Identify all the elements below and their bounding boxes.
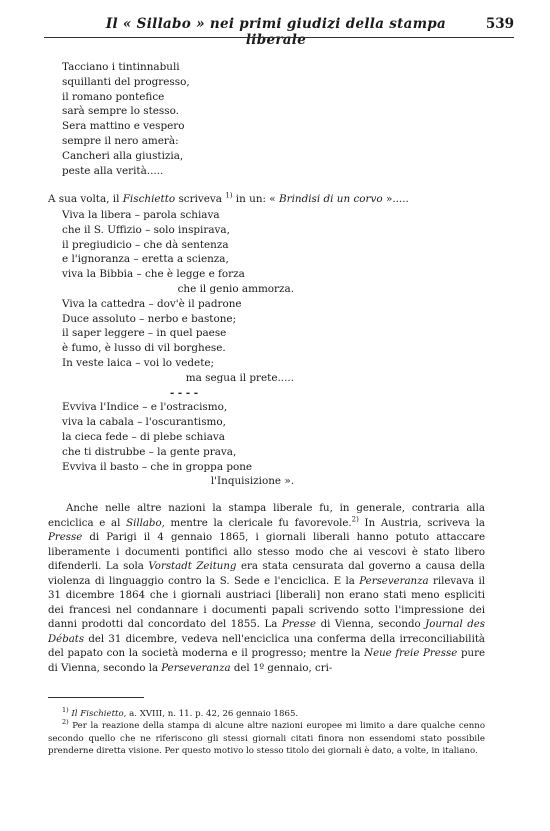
verse-line: peste alla verità..... (62, 164, 164, 177)
poem-introduction (48, 192, 498, 207)
footnote-text: , a. XVIII, n. 11. p. 42, 26 gennaio 1865. (123, 709, 299, 719)
page-header (44, 16, 514, 48)
poem-title: Brindisi di un corvo (278, 193, 383, 205)
journal-name: Journal des Débats (48, 619, 485, 645)
text-run: di Vienna, secondo (316, 619, 426, 631)
verse-line: sempre il nero amerà: (62, 134, 179, 147)
verse-ellipsis: - - - - (170, 386, 199, 399)
journal-name: Presse (48, 532, 83, 544)
verse-line: Duce assoluto – nerbo e bastone; (62, 312, 237, 325)
verse-line: viva la cabala – l'oscurantismo, (62, 416, 226, 429)
intro-text: A sua volta, il (48, 193, 123, 205)
text-run: , mentre la clericale fu favorevole. (161, 517, 352, 529)
footnote-reference: 2) (351, 515, 359, 524)
running-title: Il « Sillabo » nei primi giudizi della stampa liberale (105, 16, 447, 48)
footnotes (48, 708, 485, 757)
verse-line: In veste laica – voi lo vedete; (62, 356, 215, 369)
poem-stanza-2 (62, 208, 294, 489)
verse-line: Evviva l'Indice – e l'ostracismo, (62, 401, 228, 414)
text-run: Anche nelle altre nazioni la stampa liberale fu, in generale, contraria alla enciclica e al (48, 503, 485, 529)
verse-line: il saper leggere – in quel paese (62, 327, 227, 340)
text-run: In Austria, scriveva la (358, 517, 485, 529)
text-run: del 1º gennaio, cri- (230, 663, 333, 675)
journal-name: Neue freie Presse (364, 648, 458, 660)
verse-line: il romano pontefice (62, 90, 165, 103)
verse-line: e l'ignoranza – eretta a scienza, (62, 253, 229, 266)
journal-name: Fischietto (122, 193, 176, 205)
footnote-1 (48, 708, 485, 720)
footnote-2 (48, 720, 485, 757)
journal-name: Perseveranza (359, 575, 429, 587)
verse-line: Viva la cattedra – dov'è il padrone (62, 297, 242, 310)
journal-name: Il Fischietto (71, 709, 124, 719)
footnote-reference: 1) (225, 191, 233, 200)
intro-text: in un: « (232, 193, 279, 205)
verse-line: l'Inquisizione ». (210, 475, 294, 488)
page-number: 539 (485, 16, 514, 32)
verse-line: Sera mattino e vespero (62, 120, 185, 133)
intro-text: »..... (382, 193, 409, 205)
verse-line: ma segua il prete..... (185, 371, 294, 384)
header-rule (44, 37, 514, 38)
verse-line: che il S. Uffizio – solo inspirava, (62, 223, 230, 236)
poem-stanza-1 (62, 60, 190, 178)
verse-line: squillanti del progresso, (62, 75, 190, 88)
verse-line: Evviva il basto – che in groppa pone (62, 460, 253, 473)
body-paragraph (48, 502, 485, 677)
verse-line: viva la Bibbia – che è legge e forza (62, 268, 245, 281)
text-run: di Parigi il 4 gennaio 1865, i giornali liberali hanno potuto attaccare liberamente i documenti pontifici allo stesso modo che ai vescovi è stato libero difenderli. La sola (48, 532, 485, 573)
verse-line: sarà sempre lo stesso. (62, 105, 179, 118)
verse-line: il pregiudicio – che dà sentenza (62, 238, 229, 251)
footnote-marker: 2) (62, 718, 69, 727)
verse-line: Viva la libera – parola schiava (62, 209, 220, 221)
verse-line: Tacciano i tintinnabuli (62, 61, 180, 73)
intro-text: scriveva (175, 193, 226, 205)
footnote-rule (48, 697, 144, 698)
verse-line: che il genio ammorza. (177, 282, 294, 295)
journal-name: Perseveranza (161, 663, 231, 675)
journal-name: Presse (281, 619, 317, 631)
text-run: pure di Vienna, secondo la (48, 648, 485, 675)
paragraph (48, 502, 485, 677)
verse-line: è fumo, è lusso di vil borghese. (62, 342, 226, 355)
italic-term: Sillabo (126, 517, 162, 529)
text-run: era stata censurata dal governo a causa della violenza di linguaggio contro la S. Sede e l'enciclica. E la (48, 561, 486, 587)
journal-name: Vorstadt Zeitung (148, 561, 237, 573)
footnote-text: Per la reazione della stampa di alcune altre nazioni europee mi limito a dare qualche cenno secondo quello che ne riferiscono gli stessi giornali citati finora non essendomi stato possibile prenderne diretta visione. Per questo motivo lo stesso titolo dei giornali è dato, a volte, in italiano. (48, 721, 486, 756)
footnote-marker: 1) (62, 706, 69, 715)
verse-line: la cieca fede – di plebe schiava (62, 430, 225, 443)
text-run: del 31 dicembre, vedeva nell'enciclica una conferma della irreconciliabilità del papato con la società moderna e il progresso; mentre la (48, 633, 485, 660)
verse-line: che ti distrubbe – la gente prava, (62, 445, 237, 458)
text-run: rilevava il 31 dicembre 1864 che i giornali austriaci [liberali] non erano stati meno espliciti dei francesi nel condannare i documenti papali scrivendo sotto l'impressione dei danni prodotti dal concordato del 1855. La (48, 575, 485, 631)
verse-line: Cancheri alla giustizia, (62, 149, 184, 162)
